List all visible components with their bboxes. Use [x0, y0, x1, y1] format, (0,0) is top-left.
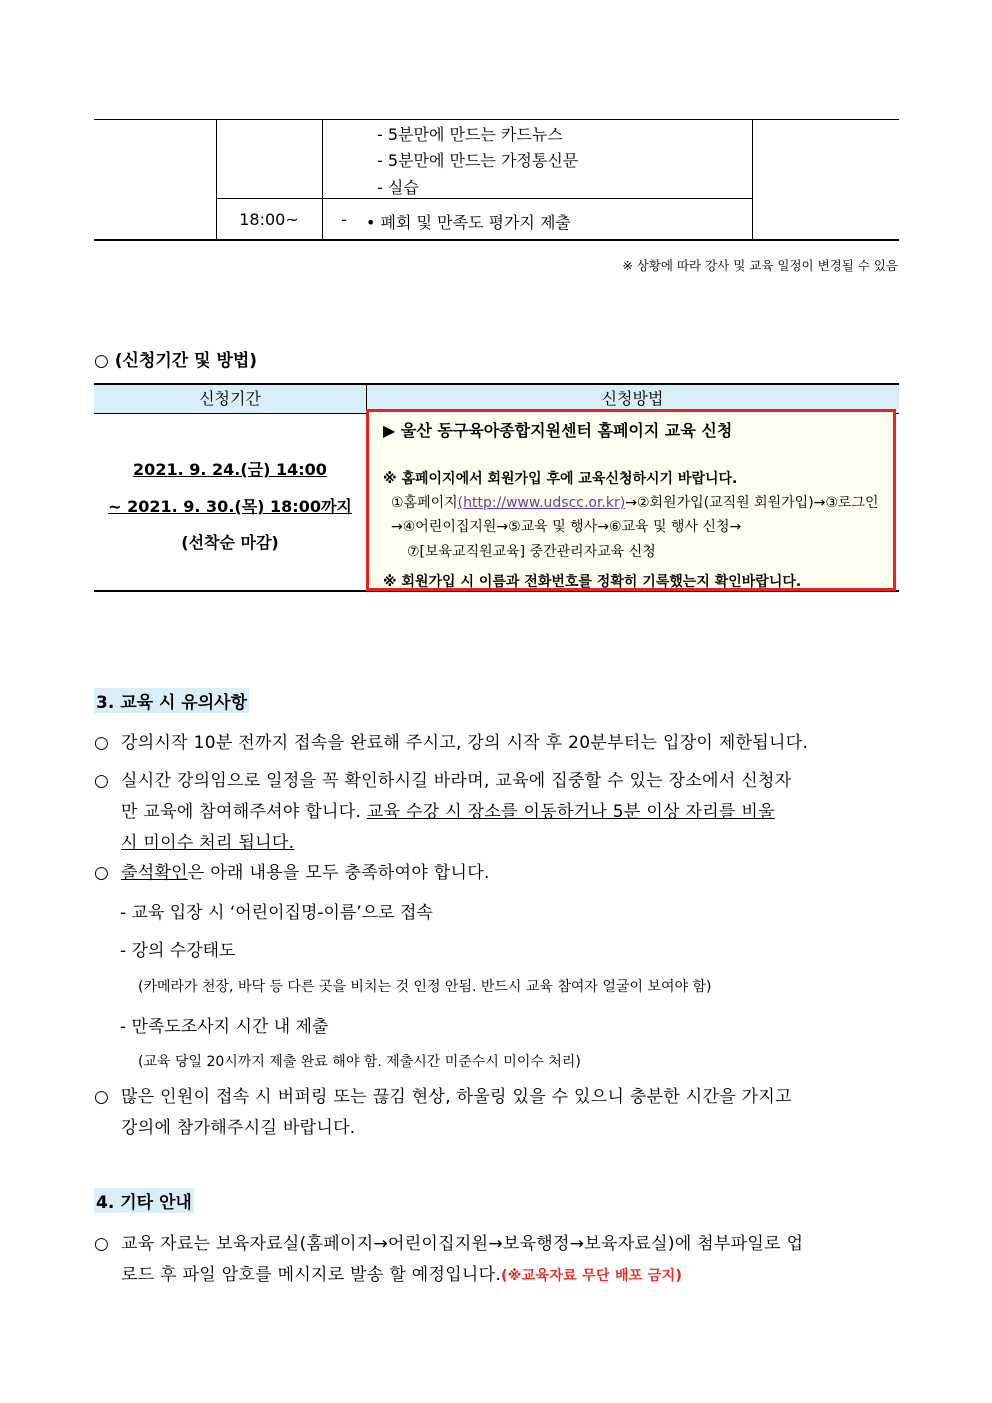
- schedule-content: • 폐회 및 만족도 평가지 제출: [366, 213, 571, 232]
- period-note: (선착순 마감): [181, 533, 279, 552]
- column-divider: [752, 119, 753, 241]
- method-title: ▶ 울산 동구육아종합지원센터 홈페이지 교육 신청: [383, 421, 733, 440]
- requirement-item: - 만족도조사지 시간 내 제출: [120, 1017, 329, 1037]
- method-highlight-box: [366, 409, 896, 591]
- schedule-item: - 5분만에 만드는 카드뉴스: [377, 125, 563, 144]
- schedule-time: 18:00~: [239, 210, 299, 229]
- application-title: ○ (신청기간 및 방법): [94, 351, 258, 371]
- requirement-item: - 강의 수강태도: [120, 941, 236, 961]
- bullet-circle: ○: [94, 863, 110, 883]
- warning-text: (※교육자료 무단 배포 금지): [501, 1268, 683, 1284]
- column-header-period: 신청기간: [94, 383, 366, 414]
- bullet-circle: ○: [94, 733, 110, 753]
- schedule-item: - 실습: [377, 178, 419, 197]
- period-end: ~ 2021. 9. 30.(목) 18:00까지: [108, 497, 352, 516]
- schedule-table: [94, 119, 899, 241]
- section3-heading: 3. 교육 시 유의사항: [94, 688, 249, 713]
- homepage-link[interactable]: (http://www.udscc.or.kr): [457, 495, 626, 511]
- method-step-line: ①홈페이지(http://www.udscc.or.kr)→②회원가입(교직원 회원가입)→③로그인: [391, 495, 879, 511]
- method-step-line: →④어린이집지원→⑤교육 및 행사→⑥교육 및 행사 신청→: [391, 519, 742, 535]
- bullet-circle: ○: [94, 771, 110, 791]
- bullet-circle: ○: [94, 1087, 110, 1107]
- table-top-border: [94, 119, 899, 120]
- period-start: 2021. 9. 24.(금) 14:00: [133, 460, 327, 479]
- requirement-note: (교육 당일 20시까지 제출 완료 해야 함. 제출시간 미준수시 미이수 처리): [138, 1054, 581, 1070]
- bullet-circle: ○: [94, 1234, 110, 1254]
- table-bottom-border: [94, 239, 899, 241]
- notice-paragraph: ○ 출석확인은 아래 내용을 모두 충족하여야 합니다.: [94, 858, 899, 889]
- notice-paragraph: ○ 실시간 강의임으로 일정을 꼭 확인하시길 바라며, 교육에 집중할 수 있는 장소에서 신청자 만 교육에 참여해주셔야 합니다. 교육 수강 시 장소를 이동하거나 5분 이상 자리를 비울 시 미이수 처리 됩니다.: [94, 766, 899, 859]
- section4-heading: 4. 기타 안내: [94, 1188, 194, 1213]
- method-step-line: ⑦[보육교직원교육] 중간관리자교육 신청: [407, 544, 656, 560]
- method-note: ※ 홈페이지에서 회원가입 후에 교육신청하시기 바랍니다.: [383, 471, 738, 487]
- row-divider: [216, 198, 752, 199]
- requirement-item: - 교육 입장 시 ‘어린이집명-이름’으로 접속: [120, 903, 433, 923]
- notice-paragraph: ○ 많은 인원이 접속 시 버퍼링 또는 끊김 현상, 하울링 있을 수 있으니 충분한 시간을 가지고 강의에 참가해주시길 바랍니다.: [94, 1082, 899, 1144]
- method-warning: ※ 회원가입 시 이름과 전화번호를 정확히 기록했는지 확인바랍니다.: [383, 574, 802, 590]
- schedule-note: ※ 상황에 따라 강사 및 교육 일정이 변경될 수 있음: [622, 258, 898, 273]
- notice-paragraph: ○ 강의시작 10분 전까지 접속을 완료해 주시고, 강의 시작 후 20분부터는 입장이 제한됩니다.: [94, 728, 899, 759]
- requirement-note: (카메라가 천장, 바닥 등 다른 곳을 비치는 것 인정 안됨. 반드시 교육 참여자 얼굴이 보여야 함): [138, 979, 712, 995]
- notice-paragraph: ○ 교육 자료는 보육자료실(홈페이지→어린이집지원→보육행정→보육자료실)에 첨부파일로 업 로드 후 파일 암호를 메시지로 발송 할 예정입니다.(※교육자료 무단 배포 금지): [94, 1229, 899, 1292]
- schedule-dash: -: [341, 210, 347, 229]
- schedule-item: - 5분만에 만드는 가정통신문: [377, 151, 579, 170]
- column-header-method: 신청방법: [366, 383, 899, 414]
